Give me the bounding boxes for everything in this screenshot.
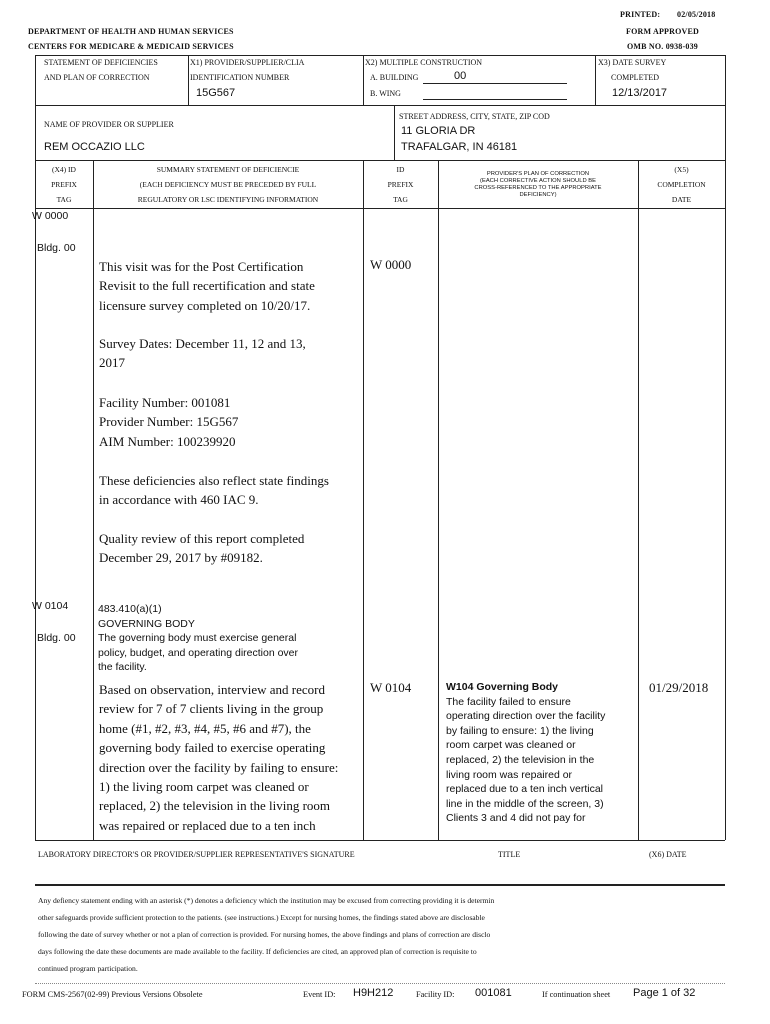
x3-label-2: COMPLETED [611, 73, 659, 82]
x2-label: X2) MULTIPLE CONSTRUCTION [365, 58, 483, 67]
plan-header: PROVIDER'S PLAN OF CORRECTION (EACH CORRECTIVE ACTION SHOULD BE CROSS-REFERENCED TO THE APPROPRIATE DEFICIENCY) [474, 171, 602, 198]
building-value: 00 [454, 70, 467, 82]
statement-label-1: STATEMENT OF DEFICIENCIES [44, 58, 158, 67]
entry-1-paragraph-4: These deficiencies also reflect state findings in accordance with 460 IAC 9. [99, 473, 329, 508]
printed-label: PRINTED: [620, 10, 661, 19]
id-header: ID PREFIX TAG [387, 165, 414, 204]
continuation-label: If continuation sheet [542, 990, 611, 999]
x3-label-1: X3) DATE SURVEY [598, 58, 667, 67]
x5-header: (X5) COMPLETION DATE [657, 165, 706, 204]
survey-date-value: 12/13/2017 [612, 87, 668, 99]
centers-name: CENTERS FOR MEDICARE & MEDICAID SERVICES [28, 42, 234, 51]
date-label: (X6) DATE [649, 850, 687, 859]
printed-date: 02/05/2018 [677, 10, 716, 19]
entry-1-paragraph-3: Facility Number: 001081 Provider Number: 15G567 AIM Number: 100239920 [99, 395, 239, 449]
entry-1-paragraph-1: This visit was for the Post Certification Revisit to the full recertification and state licensure survey completed on 10/20/17. [99, 259, 315, 313]
entry-1-id: W 0000 [370, 257, 412, 272]
facility-id-value: 001081 [475, 987, 512, 999]
entry-2-id: W 0104 [370, 680, 412, 695]
entry-2-regulation: 483.410(a)(1) GOVERNING BODY The governing body must exercise general policy, budget, and operating direction over the facility. [98, 603, 299, 674]
provider-id-value: 15G567 [196, 87, 236, 99]
form-number: FORM CMS-2567(02-99) Previous Versions Obsolete [22, 990, 203, 999]
entry-1-building: Bldg. 00 [37, 242, 76, 254]
entry-1-paragraph-2: Survey Dates: December 11, 12 and 13, 2017 [99, 336, 306, 371]
entry-2-building: Bldg. 00 [37, 632, 76, 644]
form-approved: FORM APPROVED [626, 27, 700, 36]
signature-label: LABORATORY DIRECTOR'S OR PROVIDER/SUPPLIER REPRESENTATIVE'S SIGNATURE [38, 850, 355, 859]
disclaimer-text: Any defiency statement ending with an asterisk (*) denotes a deficiency which the institution may be excused from correcting providing it is determin other safeguards provide sufficient protection to the patients. (see instructions.) Except for nursing homes, the findings stated above are disclosable following the date of survey whether or not a plan of correction is provided. For nursing homes, the above findings and plans of correction are disclo days following the date these documents are made available to the facility. If deficiencies are cited, an approved plan of correction is requisite to continued program participation. [38, 896, 495, 973]
wing-label: B. WING [370, 89, 401, 98]
provider-name-label: NAME OF PROVIDER OR SUPPLIER [44, 120, 174, 129]
statement-label-2: AND PLAN OF CORRECTION [44, 73, 150, 82]
title-label: TITLE [498, 850, 521, 859]
address-line-1: 11 GLORIA DR [401, 125, 476, 137]
event-id-value: H9H212 [353, 987, 394, 999]
omb-number: OMB NO. 0938-039 [627, 42, 698, 51]
building-label: A. BUILDING [370, 73, 419, 82]
entry-1-tag: W 0000 [32, 210, 69, 222]
entry-2-finding: Based on observation, interview and record review for 7 of 7 clients living in the group home (#1, #2, #3, #4, #5, #6 and #7), the governing body failed to exercise operating direction over the facility by failing to ensure: 1) the living room carpet was cleaned or replaced, 2) the television in the living room was repaired or replaced due to a ten inch [99, 682, 339, 833]
page-number: Page 1 of 32 [633, 987, 696, 999]
x1-label-1: X1) PROVIDER/SUPPLIER/CLIA [190, 58, 305, 67]
entry-2-tag: W 0104 [32, 600, 69, 612]
event-id-label: Event ID: [303, 990, 336, 999]
address-line-2: TRAFALGAR, IN 46181 [401, 141, 518, 153]
address-label: STREET ADDRESS, CITY, STATE, ZIP COD [399, 112, 550, 121]
facility-id-label: Facility ID: [416, 990, 455, 999]
entry-2-completion-date: 01/29/2018 [649, 680, 709, 695]
entry-2-plan: W104 Governing Body The facility failed to ensure operating direction over the facility by failing to ensure: 1) the living room carpet was cleaned or replaced, 2) the television in the living room was repaired or replaced due to a ten inch vertical line in the middle of the screen, 3) Clients 3 and 4 did not pay for [446, 681, 606, 825]
department-name: DEPARTMENT OF HEALTH AND HUMAN SERVICES [28, 27, 234, 36]
entry-2-plan-title: W104 Governing Body [446, 681, 559, 693]
x4-header: (X4) ID PREFIX TAG [51, 165, 77, 204]
entry-1-paragraph-5: Quality review of this report completed December 29, 2017 by #09182. [99, 531, 305, 566]
x1-label-2: IDENTIFICATION NUMBER [190, 73, 290, 82]
provider-name-value: REM OCCAZIO LLC [44, 141, 145, 153]
summary-header: SUMMARY STATEMENT OF DEFICIENCIE (EACH DEFICIENCY MUST BE PRECEDED BY FULL REGULATORY OR LSC IDENTIFYING INFORMATION [137, 165, 319, 204]
